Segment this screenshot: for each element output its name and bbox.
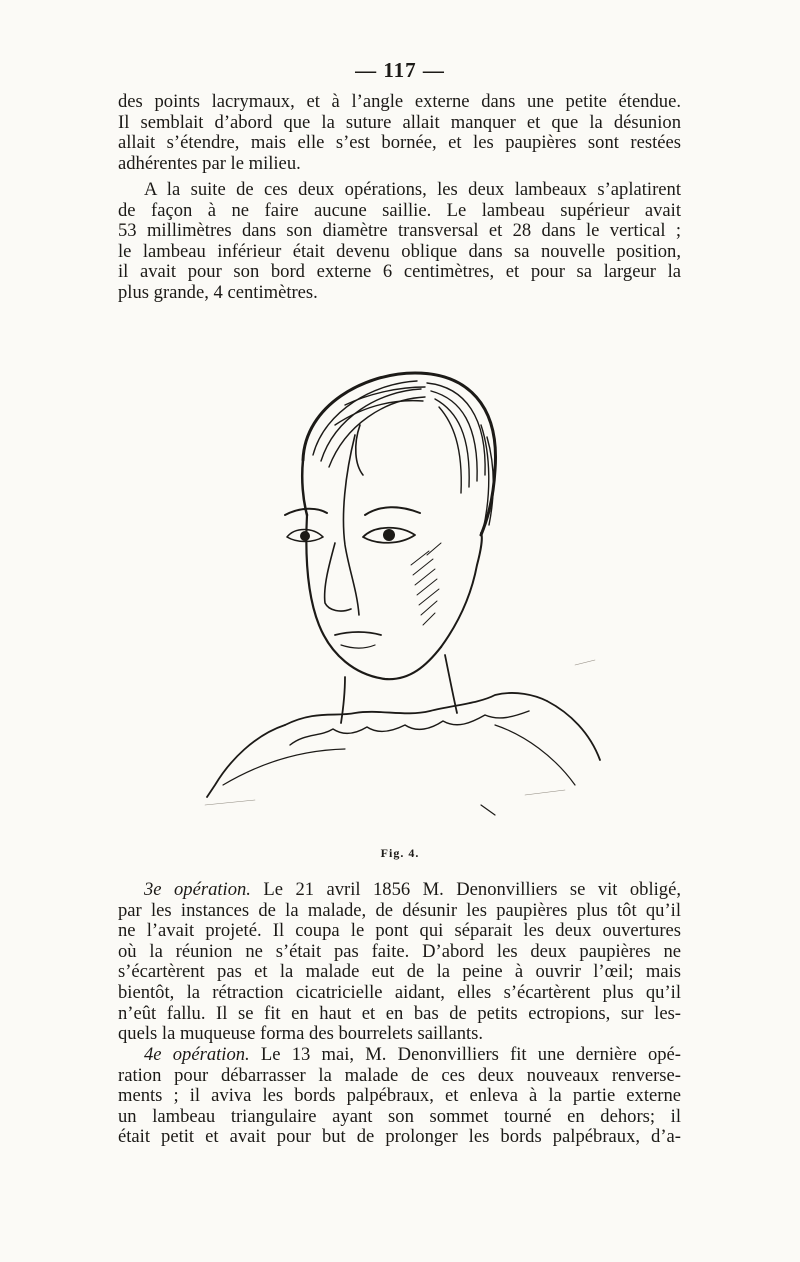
text-line: des points lacrymaux, et à l’angle externe dans une petite étendue. — [118, 91, 681, 112]
text-line — [118, 1045, 681, 1066]
text-line: s’écartèrent pas et la malade eut de la peine à ouvrir l’œil; mais — [118, 961, 681, 983]
text-line: adhérentes par le milieu. — [118, 152, 301, 174]
text-run: Le 13 mai, M. Denonvilliers fit une dernière opé- — [249, 1044, 681, 1065]
text-line: 53 millimètres dans son diamètre transversal et 28 dans le vertical ; — [118, 220, 681, 242]
paragraph-1 — [118, 92, 681, 174]
text-line: allait s’étendre, mais elle s’est bornée, et les paupières sont restées — [118, 132, 681, 154]
text-line: ne l’avait projeté. Il coupa le pont qui séparait les deux ouvertures — [118, 920, 681, 942]
text-line: n’eût fallu. Il se fit en haut et en bas de petits ectropions, sur les- — [118, 1002, 681, 1024]
section-heading: 3e opération. — [144, 879, 251, 900]
text-line: était petit et avait pour but de prolonger les bords palpébraux, d’a- — [118, 1126, 681, 1148]
portrait-engraving — [195, 365, 615, 835]
text-line: Il semblait d’abord que la suture allait manquer et que la désunion — [118, 111, 681, 133]
text-line — [118, 880, 681, 901]
paragraph-3 — [118, 880, 681, 1045]
text-line: où la réunion ne s’était pas faite. D’abord les deux paupières ne — [118, 940, 681, 962]
text-line: ments ; il aviva les bords palpébraux, et enleva à la partie externe — [118, 1085, 681, 1107]
figure-caption: Fig. 4. — [380, 846, 420, 860]
text-line: quels la muqueuse forma des bourrelets saillants. — [118, 1023, 484, 1045]
text-line: un lambeau triangulaire ayant son sommet tourné en dehors; il — [118, 1105, 681, 1127]
section-heading: 4e opération. — [144, 1044, 250, 1065]
page-number: — 117 — — [355, 58, 445, 82]
text-line: le lambeau inférieur était devenu oblique dans sa nouvelle position, — [118, 240, 681, 262]
text-line: par les instances de la malade, de désunir les paupières plus tôt qu’il — [118, 899, 681, 921]
text-line: A la suite de ces deux opérations, les deux lambeaux s’aplatirent — [144, 179, 681, 200]
paragraph-4 — [118, 1045, 681, 1148]
text-line: bientôt, la rétraction cicatricielle aidant, elles s’écartèrent plus qu’il — [118, 981, 681, 1003]
paragraph-2 — [118, 180, 681, 304]
text-line: ration pour débarrasser la malade de ces deux nouveaux renverse- — [118, 1064, 681, 1086]
text-run: Le 21 avril 1856 M. Denonvilliers se vit obligé, — [250, 879, 682, 900]
text-line: il avait pour son bord externe 6 centimètres, et pour sa largeur la — [118, 261, 681, 283]
text-line: plus grande, 4 centimètres. — [118, 281, 318, 303]
text-line: de façon à ne faire aucune saillie. Le lambeau supérieur avait — [118, 199, 681, 221]
